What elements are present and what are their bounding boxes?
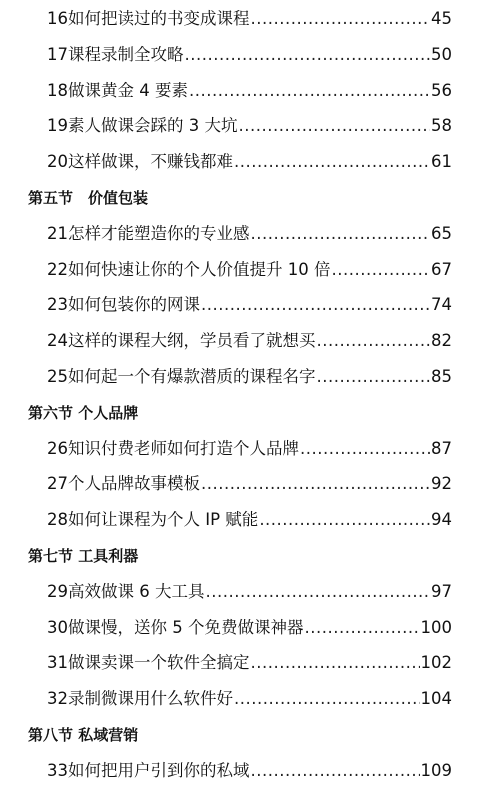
dot-leader xyxy=(185,40,431,70)
chapter-number: 24 xyxy=(47,331,68,351)
chapter-number: 25 xyxy=(47,367,68,386)
section-heading: 第六节 个人品牌 xyxy=(28,403,139,422)
dot-leader xyxy=(332,255,431,285)
toc-entry[interactable] xyxy=(47,362,452,392)
chapter-number: 31 xyxy=(47,653,68,673)
toc-entry-row xyxy=(0,613,501,643)
dot-leader xyxy=(300,434,430,464)
chapter-title: 这样的课程大纲，学员看了就想买 xyxy=(68,331,316,351)
toc-entry-row xyxy=(0,326,501,356)
chapter-number: 23 xyxy=(47,295,68,315)
toc-entry-row xyxy=(0,76,501,106)
toc-entry[interactable] xyxy=(47,756,452,786)
toc-entry[interactable] xyxy=(47,505,452,535)
toc-entry-row xyxy=(0,434,501,464)
dot-leader xyxy=(317,362,431,392)
chapter-title: 如何把读过的书变成课程 xyxy=(68,9,250,28)
chapter-title: 如何起一个有爆款潜质的课程名字 xyxy=(68,367,316,386)
chapter-title: 如何把用户引到你的私域 xyxy=(68,760,250,780)
toc-entry[interactable] xyxy=(47,255,452,285)
dot-leader xyxy=(239,111,431,141)
chapter-title: 素人做课会踩的 3 大坑 xyxy=(68,116,238,136)
page-number: 65 xyxy=(431,223,452,243)
chapter-title: 课程录制全攻略 xyxy=(68,44,184,64)
toc-entry-row xyxy=(0,684,501,714)
toc-entry-row xyxy=(0,219,501,249)
section-heading: 第五节 价值包装 xyxy=(28,189,149,207)
chapter-title: 录制微课用什么软件好 xyxy=(68,689,233,709)
section-heading-row xyxy=(0,720,501,750)
toc-entry-row xyxy=(0,290,501,320)
toc-entry-row xyxy=(0,147,501,177)
toc-entry-row xyxy=(0,111,501,141)
page-number: 109 xyxy=(420,760,452,780)
chapter-number: 16 xyxy=(47,9,68,28)
page-number: 74 xyxy=(431,295,452,315)
toc-entry-row xyxy=(0,4,501,34)
dot-leader xyxy=(201,290,430,320)
chapter-title: 做课卖课一个软件全搞定 xyxy=(68,653,250,673)
page-number: 82 xyxy=(431,331,452,351)
dot-leader xyxy=(251,648,420,678)
dot-leader xyxy=(251,4,431,34)
toc-entry[interactable] xyxy=(47,147,452,177)
chapter-number: 17 xyxy=(47,44,68,64)
chapter-title: 如何让课程为个人 IP 赋能 xyxy=(68,510,259,530)
page-number: 102 xyxy=(420,653,452,673)
page-number: 104 xyxy=(420,689,452,709)
page-number: 85 xyxy=(431,367,452,386)
page-number: 56 xyxy=(431,80,452,100)
chapter-number: 22 xyxy=(47,259,68,279)
toc-entry[interactable] xyxy=(47,684,452,714)
chapter-title: 如何包装你的网课 xyxy=(68,295,200,315)
section-heading-row xyxy=(0,183,501,213)
chapter-title: 个人品牌故事模板 xyxy=(68,474,200,494)
toc-entry[interactable] xyxy=(47,326,452,356)
toc-entry[interactable] xyxy=(47,613,452,643)
chapter-number: 21 xyxy=(47,223,68,243)
dot-leader xyxy=(234,684,420,714)
dot-leader xyxy=(317,326,431,356)
toc-entry-row xyxy=(0,648,501,678)
dot-leader xyxy=(201,469,430,499)
toc-entry[interactable] xyxy=(47,40,452,70)
page-number: 94 xyxy=(431,510,452,530)
section-heading: 第七节 工具利器 xyxy=(28,547,139,565)
dot-leader xyxy=(234,147,430,177)
page-number: 100 xyxy=(420,617,452,637)
page-number: 87 xyxy=(431,438,452,458)
section-heading-row xyxy=(0,398,501,428)
page-number: 61 xyxy=(431,152,452,172)
page-number: 92 xyxy=(431,474,452,494)
chapter-number: 20 xyxy=(47,152,68,172)
page-number: 67 xyxy=(431,259,452,279)
toc-entry[interactable] xyxy=(47,290,452,320)
dot-leader xyxy=(251,756,420,786)
chapter-number: 19 xyxy=(47,116,68,136)
toc-entry-row xyxy=(0,255,501,285)
chapter-number: 32 xyxy=(47,689,68,709)
chapter-title: 做课慢，送你 5 个免费做课神器 xyxy=(68,617,304,637)
toc-entry-row xyxy=(0,577,501,607)
chapter-number: 18 xyxy=(47,80,68,100)
page-number: 50 xyxy=(431,44,452,64)
toc-entry-row xyxy=(0,40,501,70)
dot-leader xyxy=(251,219,431,249)
dot-leader xyxy=(305,613,420,643)
toc-entry[interactable] xyxy=(47,577,452,607)
toc-entry[interactable] xyxy=(47,434,452,464)
page-number: 97 xyxy=(431,581,452,601)
chapter-title: 如何快速让你的个人价值提升 10 倍 xyxy=(68,259,331,279)
chapter-number: 29 xyxy=(47,581,68,601)
toc-entry[interactable] xyxy=(47,648,452,678)
page-number: 45 xyxy=(431,9,452,28)
toc-entry[interactable] xyxy=(47,76,452,106)
chapter-number: 26 xyxy=(47,438,68,458)
chapter-title: 做课黄金 4 要素 xyxy=(68,80,188,100)
dot-leader xyxy=(189,76,430,106)
toc-entry[interactable] xyxy=(47,219,452,249)
page-number: 58 xyxy=(431,116,452,136)
chapter-title: 这样做课，不赚钱都难 xyxy=(68,152,233,172)
toc-entry-row xyxy=(0,362,501,392)
chapter-title: 高效做课 6 大工具 xyxy=(68,581,205,601)
toc-entry[interactable] xyxy=(47,111,452,141)
section-heading: 第八节 私域营销 xyxy=(28,726,139,744)
chapter-number: 27 xyxy=(47,474,68,494)
toc-entry-row xyxy=(0,469,501,499)
section-heading-row xyxy=(0,541,501,571)
dot-leader xyxy=(259,505,430,535)
chapter-number: 30 xyxy=(47,617,68,637)
toc-entry[interactable] xyxy=(47,469,452,499)
chapter-number: 33 xyxy=(47,760,68,780)
chapter-title: 怎样才能塑造你的专业感 xyxy=(68,223,250,243)
toc-entry[interactable] xyxy=(47,4,452,34)
toc-entry-row xyxy=(0,756,501,786)
chapter-number: 28 xyxy=(47,510,68,530)
dot-leader xyxy=(206,577,431,607)
chapter-title: 知识付费老师如何打造个人品牌 xyxy=(68,438,299,458)
toc-entry-row xyxy=(0,505,501,535)
